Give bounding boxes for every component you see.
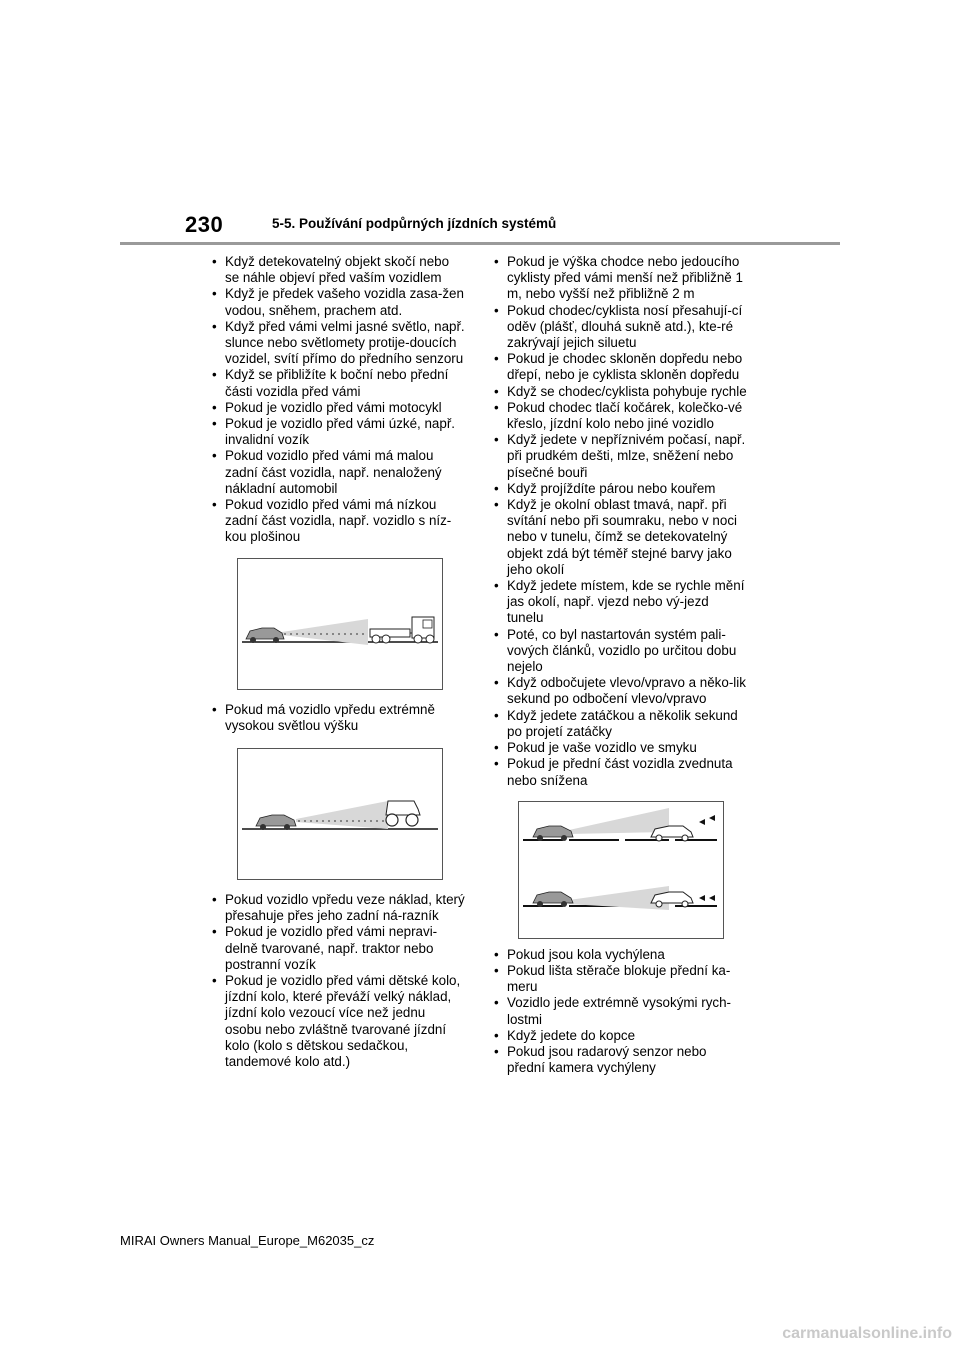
- list-item: • Pokud je vozidlo před vámi motocykl: [210, 400, 465, 416]
- list-item: • Pokud chodec tlačí kočárek, kolečko-vé křeslo, jízdní kolo nebo jiné vozidlo: [492, 400, 747, 432]
- list-item: • Když jedete místem, kde se rychle mění jas okolí, např. vjezd nebo vý-jezd tunelu: [492, 578, 747, 627]
- list-item: • Pokud je vozidlo před vámi dětské kolo, jízdní kolo, které převáží velký náklad, jízdní kolo vezoucí více než jednu osobu nebo zvláštně tvarované jízdní kolo (kolo s dětskou sedačkou, tandemové kolo atd.): [210, 973, 465, 1070]
- illustration-vehicle-pitch: [518, 801, 724, 939]
- list-item: • Pokud chodec/cyklista nosí přesahují-cí oděv (plášť, dlouhá sukně atd.), kte-ré zakrývají jejich siluetu: [492, 303, 747, 352]
- list-item: • Pokud má vozidlo vpředu extrémně vysokou světlou výšku: [210, 702, 465, 734]
- list-item: • Poté, co byl nastartován systém pali-vových článků, vozidlo po určitou dobu nejelo: [492, 627, 747, 676]
- list-item: • Když jedete zatáčkou a několik sekund po projetí zatáčky: [492, 708, 747, 740]
- bullet-list: [210, 254, 465, 546]
- list-item: • Když před vámi velmi jasné světlo, např. slunce nebo světlomety protije-doucích vozidel, svítí přímo do předního senzoru: [210, 319, 465, 368]
- bullet-list: [210, 892, 465, 1070]
- right-column: [492, 254, 747, 1076]
- bullet-list: [210, 702, 465, 734]
- illustration-high-clearance-vehicle: [237, 748, 443, 880]
- list-item: • Pokud je chodec skloněn dopředu nebo dřepí, nebo je cyklista skloněn dopředu: [492, 351, 747, 383]
- watermark: carmanualsonline.info: [782, 1325, 952, 1342]
- list-item: • Když je okolní oblast tmavá, např. při svítání nebo při soumraku, nebo v noci nebo v tunelu, čímž se detekovatelný objekt zdá být téměř stejné barvy jako jeho okolí: [492, 497, 747, 578]
- list-item: • Když jedete do kopce: [492, 1028, 747, 1044]
- list-item: • Když detekovatelný objekt skočí nebo se náhle objeví před vaším vozidlem: [210, 254, 465, 286]
- list-item: • Pokud vozidlo před vámi má nízkou zadní část vozidla, např. vozidlo s níz-kou plošinou: [210, 497, 465, 546]
- list-item: • Pokud je přední část vozidla zvednuta nebo snížena: [492, 756, 747, 788]
- list-item: • Pokud je vozidlo před vámi úzké, např. invalidní vozík: [210, 416, 465, 448]
- list-item: • Když se přibližíte k boční nebo přední části vozidla před vámi: [210, 367, 465, 399]
- list-item: • Pokud jsou radarový senzor nebo přední kamera vychýleny: [492, 1044, 747, 1076]
- list-item: • Když je předek vašeho vozidla zasa-žen vodou, sněhem, prachem atd.: [210, 286, 465, 318]
- footer-text: MIRAI Owners Manual_Europe_M62035_cz: [120, 1233, 375, 1248]
- list-item: • Když jedete v nepříznivém počasí, např. při prudkém dešti, mlze, sněžení nebo písečné bouři: [492, 432, 747, 481]
- list-item: • Pokud je vozidlo před vámi nepravi-delně tvarované, např. traktor nebo postranní vozík: [210, 924, 465, 973]
- list-item: • Vozidlo jede extrémně vysokými rych-lostmi: [492, 995, 747, 1027]
- list-item: • Pokud vozidlo vpředu veze náklad, který přesahuje přes jeho zadní ná-razník: [210, 892, 465, 924]
- section-title: 5-5. Používání podpůrných jízdních systémů: [272, 216, 557, 231]
- list-item: • Pokud lišta stěrače blokuje přední ka-meru: [492, 963, 747, 995]
- list-item: • Pokud vozidlo před vámi má malou zadní část vozidla, např. nenaložený nákladní automobil: [210, 448, 465, 497]
- list-item: • Když se chodec/cyklista pohybuje rychle: [492, 384, 747, 400]
- header-divider: [120, 242, 840, 245]
- list-item: • Když projíždíte párou nebo kouřem: [492, 481, 747, 497]
- page-number: 230: [185, 212, 224, 237]
- illustration-low-trailer: [237, 558, 443, 690]
- list-item: • Pokud je výška chodce nebo jedoucího cyklisty před vámi menší než přibližně 1 m, nebo vyšší než přibližně 2 m: [492, 254, 747, 303]
- list-item: • Když odbočujete vlevo/vpravo a něko-lik sekund po odbočení vlevo/vpravo: [492, 675, 747, 707]
- list-item: • Pokud jsou kola vychýlena: [492, 947, 747, 963]
- bullet-list: [492, 254, 747, 789]
- left-column: [210, 254, 465, 1070]
- list-item: • Pokud je vaše vozidlo ve smyku: [492, 740, 747, 756]
- bullet-list: [492, 947, 747, 1077]
